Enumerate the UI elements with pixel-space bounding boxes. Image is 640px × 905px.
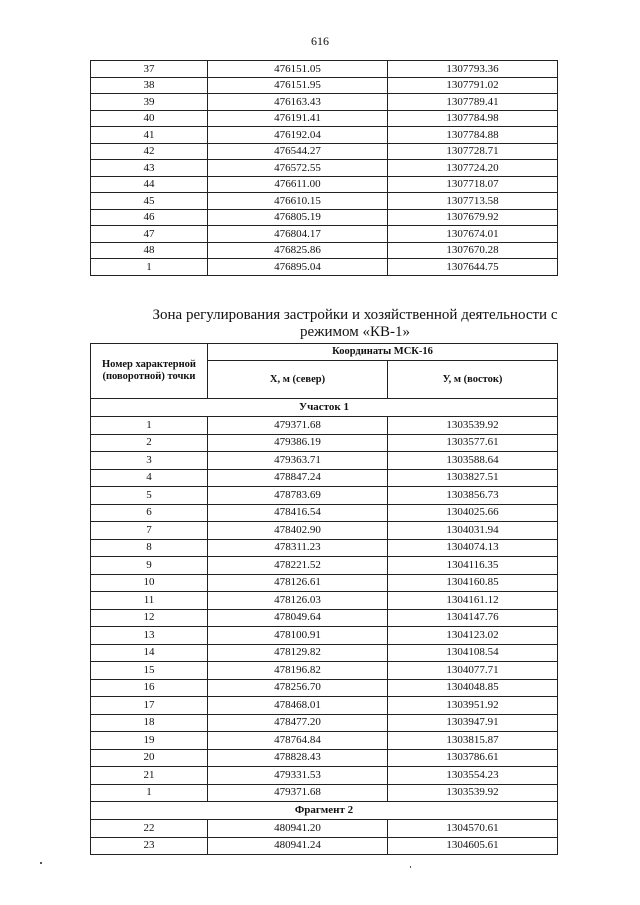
x-coordinate-cell: 478828.43: [208, 749, 388, 767]
x-coordinate-cell: 476611.00: [208, 176, 388, 193]
coordinates-table-kv1: [90, 343, 558, 855]
y-coordinate-cell: 1307713.58: [388, 193, 558, 210]
y-coordinate-cell: 1307784.98: [388, 110, 558, 127]
y-coordinate-cell: 1307644.75: [388, 259, 558, 276]
table-row: [91, 644, 558, 662]
point-number-cell: 12: [91, 609, 208, 627]
table-row: [91, 176, 558, 193]
coordinates-table-continued: [90, 60, 558, 276]
y-coordinate-cell: 1304570.61: [388, 820, 558, 838]
point-number-cell: 6: [91, 504, 208, 522]
page-number: 616: [311, 34, 329, 48]
y-coordinate-cell: 1304161.12: [388, 592, 558, 610]
y-coordinate-cell: 1304077.71: [388, 662, 558, 680]
point-number-cell: 11: [91, 592, 208, 610]
x-coordinate-cell: 478783.69: [208, 487, 388, 505]
table-row: [91, 574, 558, 592]
y-coordinate-cell: 1307789.41: [388, 94, 558, 111]
x-coordinate-cell: 476151.95: [208, 77, 388, 94]
x-coordinate-cell: 478847.24: [208, 469, 388, 487]
table2-body: [91, 399, 558, 855]
point-number-cell: 2: [91, 434, 208, 452]
point-number-cell: 13: [91, 627, 208, 645]
table-row: [91, 417, 558, 435]
point-number-cell: 17: [91, 697, 208, 715]
point-number-cell: 19: [91, 732, 208, 750]
table2-header: [91, 344, 558, 399]
table-row: [91, 522, 558, 540]
point-number-cell: 3: [91, 452, 208, 470]
section-title: Участок 1: [91, 399, 558, 417]
y-coordinate-cell: 1304031.94: [388, 522, 558, 540]
y-coordinate-cell: 1307784.88: [388, 127, 558, 144]
point-number-cell: 14: [91, 644, 208, 662]
table1-body: [91, 61, 558, 276]
table-row: [91, 193, 558, 210]
point-number-cell: 5: [91, 487, 208, 505]
y-coordinate-cell: 1304116.35: [388, 557, 558, 575]
y-coordinate-cell: 1303539.92: [388, 417, 558, 435]
point-number-cell: 20: [91, 749, 208, 767]
x-coordinate-cell: 478196.82: [208, 662, 388, 680]
section-title: Фрагмент 2: [91, 802, 558, 820]
point-number-cell: 43: [91, 160, 208, 177]
x-coordinate-cell: 476825.86: [208, 242, 388, 259]
header-coordinates: Координаты МСК-16: [208, 344, 558, 361]
scan-mark: [410, 866, 411, 868]
y-coordinate-cell: 1303947.91: [388, 714, 558, 732]
x-coordinate-cell: 476191.41: [208, 110, 388, 127]
x-coordinate-cell: 478049.64: [208, 609, 388, 627]
x-coordinate-cell: 478416.54: [208, 504, 388, 522]
point-number-cell: 48: [91, 242, 208, 259]
x-coordinate-cell: 476895.04: [208, 259, 388, 276]
x-coordinate-cell: 480941.20: [208, 820, 388, 838]
point-number-cell: 23: [91, 837, 208, 855]
x-coordinate-cell: 476610.15: [208, 193, 388, 210]
x-coordinate-cell: 476192.04: [208, 127, 388, 144]
x-coordinate-cell: 479371.68: [208, 784, 388, 802]
point-number-cell: 21: [91, 767, 208, 785]
table-row: [91, 61, 558, 78]
x-coordinate-cell: 479386.19: [208, 434, 388, 452]
y-coordinate-cell: 1304605.61: [388, 837, 558, 855]
scan-mark: [40, 862, 42, 864]
table-row: [91, 259, 558, 276]
point-number-cell: 15: [91, 662, 208, 680]
point-number-cell: 16: [91, 679, 208, 697]
y-coordinate-cell: 1307791.02: [388, 77, 558, 94]
y-coordinate-cell: 1307728.71: [388, 143, 558, 160]
y-coordinate-cell: 1307793.36: [388, 61, 558, 78]
y-coordinate-cell: 1303588.64: [388, 452, 558, 470]
y-coordinate-cell: 1307718.07: [388, 176, 558, 193]
point-number-cell: 4: [91, 469, 208, 487]
point-number-cell: 42: [91, 143, 208, 160]
table-row: [91, 784, 558, 802]
x-coordinate-cell: 478221.52: [208, 557, 388, 575]
section-row: [91, 399, 558, 417]
y-coordinate-cell: 1304147.76: [388, 609, 558, 627]
point-number-cell: 1: [91, 784, 208, 802]
table-row: [91, 160, 558, 177]
point-number-cell: 47: [91, 226, 208, 243]
x-coordinate-cell: 478468.01: [208, 697, 388, 715]
zone-title: [120, 307, 590, 341]
table-row: [91, 820, 558, 838]
point-number-cell: 39: [91, 94, 208, 111]
x-coordinate-cell: 476151.05: [208, 61, 388, 78]
header-y: У, м (восток): [388, 361, 558, 399]
y-coordinate-cell: 1304108.54: [388, 644, 558, 662]
point-number-cell: 1: [91, 259, 208, 276]
x-coordinate-cell: 479363.71: [208, 452, 388, 470]
y-coordinate-cell: 1303856.73: [388, 487, 558, 505]
table-row: [91, 77, 558, 94]
x-coordinate-cell: 478764.84: [208, 732, 388, 750]
point-number-cell: 1: [91, 417, 208, 435]
table-row: [91, 226, 558, 243]
x-coordinate-cell: 478256.70: [208, 679, 388, 697]
y-coordinate-cell: 1303554.23: [388, 767, 558, 785]
table-row: [91, 767, 558, 785]
table-row: [91, 487, 558, 505]
y-coordinate-cell: 1307670.28: [388, 242, 558, 259]
point-number-cell: 10: [91, 574, 208, 592]
table-row: [91, 452, 558, 470]
table-row: [91, 94, 558, 111]
table-row: [91, 209, 558, 226]
x-coordinate-cell: 476544.27: [208, 143, 388, 160]
x-coordinate-cell: 476804.17: [208, 226, 388, 243]
table-row: [91, 539, 558, 557]
table-row: [91, 434, 558, 452]
table-row: [91, 749, 558, 767]
y-coordinate-cell: 1303539.92: [388, 784, 558, 802]
y-coordinate-cell: 1303815.87: [388, 732, 558, 750]
table-row: [91, 679, 558, 697]
table-row: [91, 127, 558, 144]
zone-title-line1: Зона регулирования застройки и хозяйственной деятельности с: [152, 307, 558, 323]
table-row: [91, 557, 558, 575]
y-coordinate-cell: 1304074.13: [388, 539, 558, 557]
y-coordinate-cell: 1303786.61: [388, 749, 558, 767]
y-coordinate-cell: 1304123.02: [388, 627, 558, 645]
y-coordinate-cell: 1303951.92: [388, 697, 558, 715]
x-coordinate-cell: 478129.82: [208, 644, 388, 662]
point-number-cell: 40: [91, 110, 208, 127]
y-coordinate-cell: 1307724.20: [388, 160, 558, 177]
point-number-cell: 38: [91, 77, 208, 94]
x-coordinate-cell: 478126.03: [208, 592, 388, 610]
y-coordinate-cell: 1303577.61: [388, 434, 558, 452]
table-row: [91, 714, 558, 732]
x-coordinate-cell: 476805.19: [208, 209, 388, 226]
x-coordinate-cell: 476572.55: [208, 160, 388, 177]
table-row: [91, 697, 558, 715]
x-coordinate-cell: 478311.23: [208, 539, 388, 557]
point-number-cell: 45: [91, 193, 208, 210]
table-row: [91, 837, 558, 855]
x-coordinate-cell: 478126.61: [208, 574, 388, 592]
table-row: [91, 627, 558, 645]
header-point-number: Номер характерной (поворотной) точки: [91, 344, 208, 399]
point-number-cell: 9: [91, 557, 208, 575]
point-number-cell: 41: [91, 127, 208, 144]
y-coordinate-cell: 1304025.66: [388, 504, 558, 522]
header-x: Х, м (север): [208, 361, 388, 399]
point-number-cell: 46: [91, 209, 208, 226]
y-coordinate-cell: 1303827.51: [388, 469, 558, 487]
x-coordinate-cell: 479371.68: [208, 417, 388, 435]
table-row: [91, 592, 558, 610]
x-coordinate-cell: 479331.53: [208, 767, 388, 785]
table-row: [91, 242, 558, 259]
zone-title-line2: режимом «КВ-1»: [299, 324, 410, 340]
x-coordinate-cell: 478477.20: [208, 714, 388, 732]
point-number-cell: 37: [91, 61, 208, 78]
table-row: [91, 609, 558, 627]
y-coordinate-cell: 1307679.92: [388, 209, 558, 226]
y-coordinate-cell: 1304160.85: [388, 574, 558, 592]
table-row: [91, 143, 558, 160]
table-row: [91, 504, 558, 522]
point-number-cell: 18: [91, 714, 208, 732]
x-coordinate-cell: 476163.43: [208, 94, 388, 111]
point-number-cell: 8: [91, 539, 208, 557]
point-number-cell: 7: [91, 522, 208, 540]
section-row: [91, 802, 558, 820]
x-coordinate-cell: 478402.90: [208, 522, 388, 540]
point-number-cell: 44: [91, 176, 208, 193]
table-row: [91, 662, 558, 680]
x-coordinate-cell: 478100.91: [208, 627, 388, 645]
table-row: [91, 732, 558, 750]
point-number-cell: 22: [91, 820, 208, 838]
table-row: [91, 469, 558, 487]
y-coordinate-cell: 1304048.85: [388, 679, 558, 697]
table-row: [91, 110, 558, 127]
x-coordinate-cell: 480941.24: [208, 837, 388, 855]
y-coordinate-cell: 1307674.01: [388, 226, 558, 243]
